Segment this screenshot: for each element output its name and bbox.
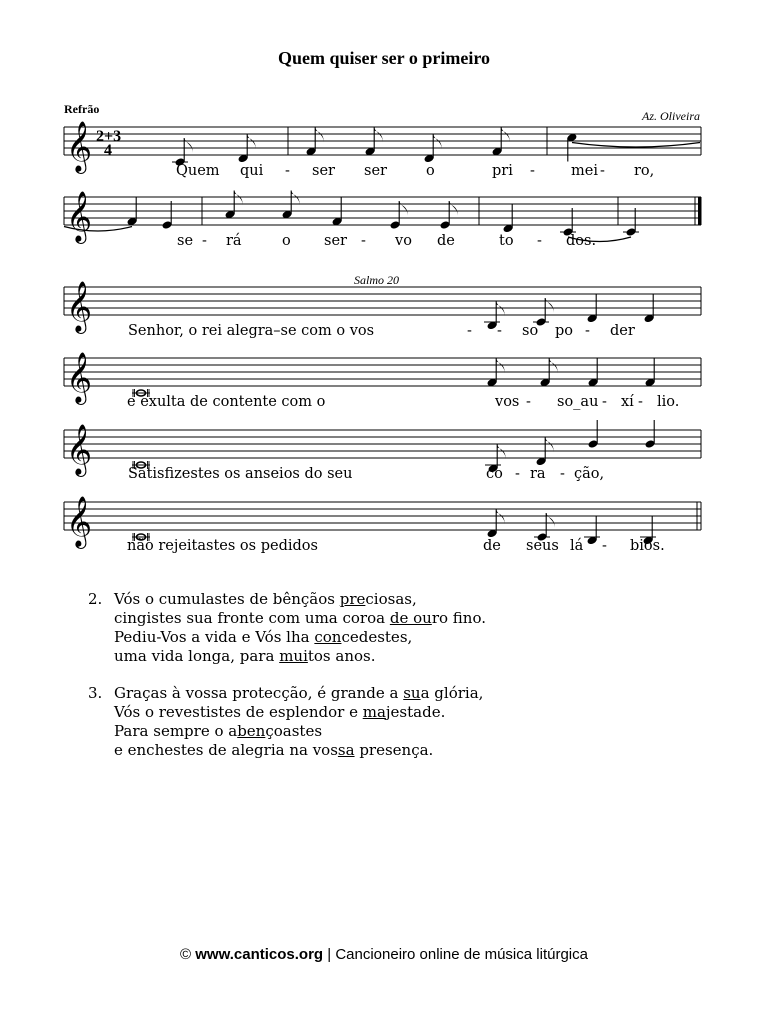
stressed-syllable: ben (237, 722, 266, 740)
lyric-syllable: seus (526, 538, 559, 554)
lyric-syllable: ser (324, 233, 347, 249)
footer (0, 946, 768, 963)
lyric-syllable: de (483, 538, 501, 554)
lyric-syllable: - (560, 466, 565, 482)
verse-line (114, 741, 483, 760)
verse-text-segment: Vós o cumulastes de bênçãos (114, 590, 340, 608)
verse-line (114, 590, 486, 609)
verse-text-segment: cedestes, (341, 628, 413, 646)
note-flag (546, 513, 554, 529)
lyric-syllable: lá (570, 538, 584, 554)
note-flag (449, 201, 457, 217)
lyric-syllable: - (585, 323, 590, 339)
lyric-syllable: lio. (657, 394, 680, 410)
note-flag (184, 138, 192, 154)
verse-text-segment: ro fino. (431, 609, 486, 627)
verse-number: 2. (88, 590, 103, 608)
lyric-syllable: Senhor, o rei alegra–se com o vos (128, 323, 375, 339)
copyright-symbol: © (180, 946, 192, 963)
lyric-syllable: ser (312, 163, 335, 179)
footer-tagline: Cancioneiro online de música litúrgica (335, 946, 588, 963)
stressed-syllable: pre (339, 590, 366, 608)
lyric-syllable: mei (571, 163, 598, 179)
verse-line (114, 628, 486, 647)
lyric-syllable: ção, (574, 466, 605, 482)
note-flag (399, 201, 407, 217)
tie (572, 143, 700, 148)
verse-number: 3. (88, 684, 103, 702)
verse-text-segment: uma vida longa, para (114, 647, 280, 665)
lyric-syllable: se (177, 233, 194, 249)
lyric-syllable: - (515, 466, 520, 482)
verse-text-segment: jestade. (385, 703, 446, 721)
stressed-syllable: de ou (389, 609, 432, 627)
lyric-syllable: - (285, 163, 290, 179)
verse-text (114, 684, 483, 760)
verse-text-segment: presença. (354, 741, 434, 759)
lyric-syllable: co (486, 466, 503, 482)
verse-line (114, 703, 483, 722)
verse-text (114, 590, 486, 666)
verses-block (88, 590, 486, 778)
lyric-syllable: - (497, 323, 502, 339)
note-flag (545, 298, 553, 314)
lyric-syllable: so (522, 323, 539, 339)
song-title: Quem quiser ser o primeiro (278, 48, 490, 68)
verse-text-segment: ciosas, (365, 590, 417, 608)
lyric-syllable: - (602, 538, 607, 554)
verse-text-segment: Vós o revestistes de esplendor e (114, 703, 363, 721)
time-signature-bottom: 4 (104, 142, 112, 159)
lyric-syllable: dos. (566, 233, 597, 249)
lyric-syllable: ra (530, 466, 546, 482)
final-barline-thick (698, 197, 702, 225)
lyric-syllable: - (600, 163, 605, 179)
lyric-syllable: - (202, 233, 207, 249)
lyric-syllable: - (526, 394, 531, 410)
verse-text-segment: çoastes (265, 722, 323, 740)
verse-line (114, 684, 483, 703)
lyric-syllable: ro, (634, 163, 655, 179)
treble-clef-icon: 𝄞 (66, 496, 93, 547)
treble-clef-icon: 𝄞 (66, 121, 93, 172)
verse-line (114, 722, 483, 741)
lyric-syllable: po (555, 323, 574, 339)
lyric-syllable: der (610, 323, 635, 339)
site-link[interactable]: www.canticos.org (195, 946, 324, 963)
lyric-syllable: xí (621, 394, 634, 410)
composer-credit: Az. Oliveira (642, 109, 700, 123)
treble-clef-icon: 𝄞 (66, 424, 93, 475)
stressed-syllable: ma (362, 703, 386, 721)
lyric-syllable: o (282, 233, 291, 249)
lyric-syllable: - (638, 394, 643, 410)
treble-clef-icon: 𝄞 (66, 191, 93, 242)
verse-text-segment: Pediu-Vos a vida e Vós lha (114, 628, 315, 646)
verse-text-segment: Graças à vossa protecção, é grande a (114, 684, 404, 702)
verse-line (114, 647, 486, 666)
lyric-syllable: de (437, 233, 455, 249)
refrain-label: Refrão (64, 102, 100, 116)
treble-clef-icon: 𝄞 (66, 281, 93, 332)
lyric-syllable: so_au (557, 394, 599, 410)
time-signature-top: 2+3 (96, 128, 122, 145)
lyric-syllable: - (602, 394, 607, 410)
lyric-syllable: vo (395, 233, 412, 249)
stressed-syllable: mui (279, 647, 308, 665)
lyric-syllable: e exulta de contente com o (127, 394, 326, 410)
verse (88, 684, 486, 760)
verse-text-segment: cingistes sua fronte com uma coroa (114, 609, 390, 627)
lyric-syllable: o (426, 163, 435, 179)
stressed-syllable: su (403, 684, 421, 702)
verse-text-segment: a glória, (420, 684, 484, 702)
lyric-syllable: - (530, 163, 535, 179)
lyric-syllable: qui (240, 163, 264, 179)
lyric-syllable: vos (495, 394, 520, 410)
lyric-syllable: pri (492, 163, 513, 179)
lyric-syllable: to (499, 233, 514, 249)
verse-line (114, 609, 486, 628)
lyric-syllable: - (537, 233, 542, 249)
lyric-syllable: Quem (176, 163, 220, 179)
stressed-syllable: con (314, 628, 342, 646)
lyric-syllable: ser (364, 163, 387, 179)
lyric-syllable: rá (226, 233, 242, 249)
lyric-syllable: - (361, 233, 366, 249)
verse-text-segment: Para sempre o a (114, 722, 238, 740)
verse-text-segment: e enchestes de alegria na vos (114, 741, 338, 759)
psalm-label: Salmo 20 (354, 273, 399, 287)
treble-clef-icon: 𝄞 (66, 352, 93, 403)
footer-separator: | (327, 946, 332, 963)
lyric-syllable: Satisfizestes os anseios do seu (128, 466, 353, 482)
stressed-syllable: sa (337, 741, 355, 759)
lyric-syllable: - (467, 323, 472, 339)
lyric-syllable: não rejeitastes os pedidos (127, 538, 318, 554)
lyric-syllable: bios. (630, 538, 665, 554)
verse-text-segment: tos anos. (307, 647, 376, 665)
verse (88, 590, 486, 666)
